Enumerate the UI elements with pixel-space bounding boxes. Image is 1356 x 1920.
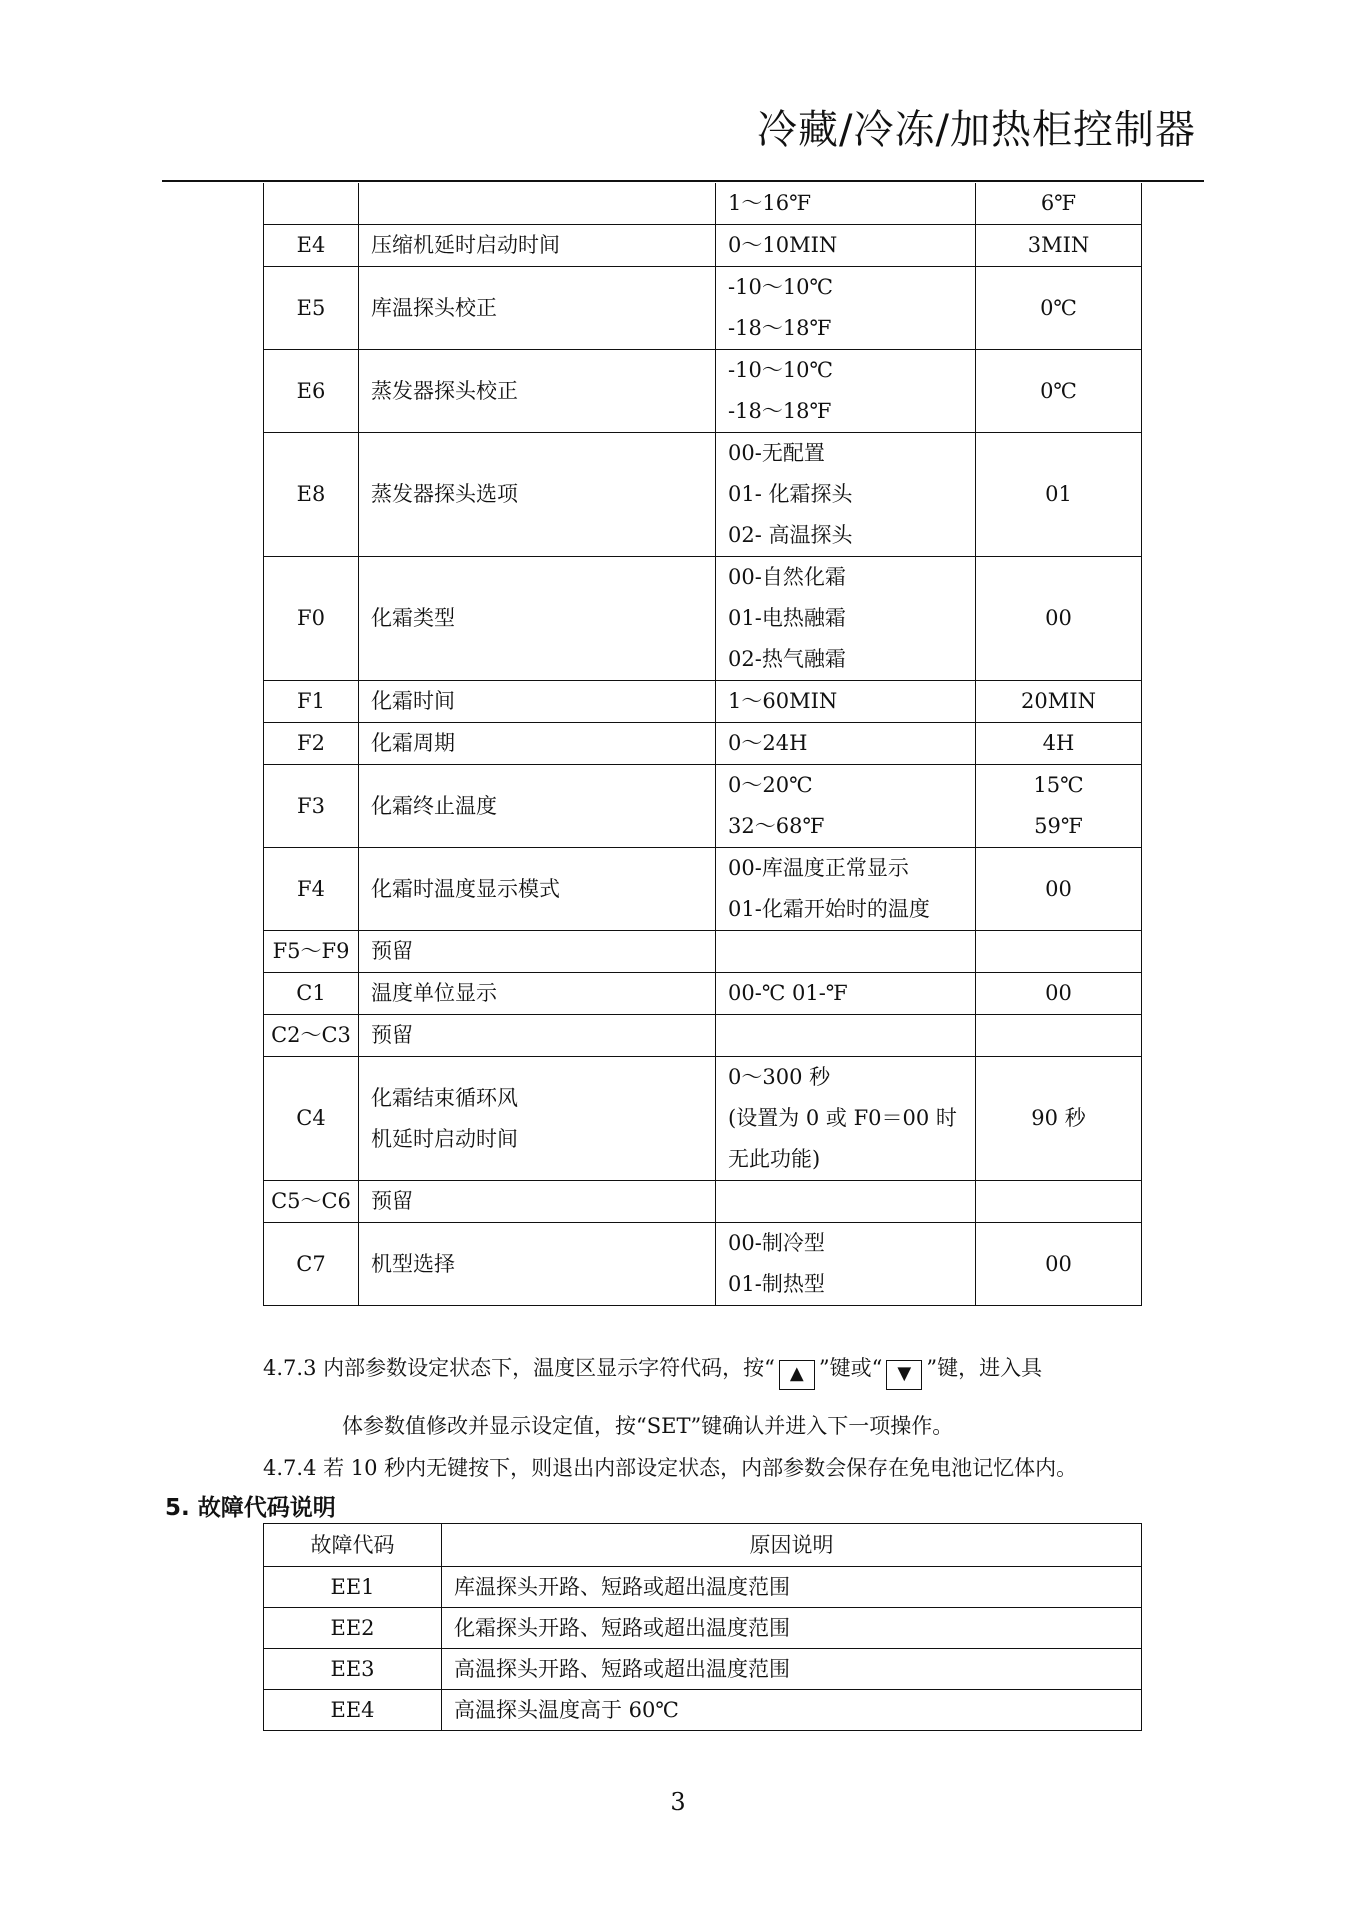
fault-reason-header: 原因说明 bbox=[442, 1524, 1142, 1567]
param-range bbox=[716, 433, 976, 557]
param-code: E6 bbox=[264, 350, 359, 433]
para-473-suffix: ”键，进入具 bbox=[926, 1356, 1043, 1380]
param-range-line: 00-库温度正常显示 bbox=[728, 856, 909, 880]
parameter-row bbox=[264, 1057, 1142, 1181]
param-range bbox=[716, 350, 976, 433]
parameter-row bbox=[264, 931, 1142, 973]
para-473-prefix: 4.7.3 内部参数设定状态下，温度区显示字符代码，按“ bbox=[263, 1356, 775, 1380]
param-code: C2～C3 bbox=[264, 1015, 359, 1057]
fault-reason: 化霜探头开路、短路或超出温度范围 bbox=[442, 1608, 1142, 1649]
param-name bbox=[359, 765, 716, 848]
param-name bbox=[359, 931, 716, 973]
param-name bbox=[359, 681, 716, 723]
fault-code: EE2 bbox=[264, 1608, 442, 1649]
param-default-line: 00 bbox=[1045, 606, 1072, 630]
param-code: C5～C6 bbox=[264, 1181, 359, 1223]
param-range bbox=[716, 765, 976, 848]
param-range-line: 01-电热融霜 bbox=[728, 606, 846, 630]
fault-code-header: 故障代码 bbox=[264, 1524, 442, 1567]
param-range bbox=[716, 267, 976, 350]
param-name-line: 化霜类型 bbox=[371, 606, 455, 630]
param-range-line: 32～68℉ bbox=[728, 814, 825, 838]
param-name-line: 化霜周期 bbox=[371, 731, 455, 755]
fault-row bbox=[264, 1608, 1142, 1649]
param-default-line: 6℉ bbox=[1040, 191, 1077, 215]
fault-row bbox=[264, 1567, 1142, 1608]
param-range-line: 00-自然化霜 bbox=[728, 565, 846, 589]
up-key-icon: ▲ bbox=[779, 1360, 815, 1390]
param-code: F2 bbox=[264, 723, 359, 765]
param-name-line bbox=[371, 183, 703, 224]
parameter-row bbox=[264, 1015, 1142, 1057]
param-code: F5～F9 bbox=[264, 931, 359, 973]
fault-reason: 库温探头开路、短路或超出温度范围 bbox=[442, 1567, 1142, 1608]
param-name bbox=[359, 723, 716, 765]
param-default-line: 0℃ bbox=[1040, 378, 1077, 403]
param-name-line: 蒸发器探头校正 bbox=[371, 378, 518, 403]
param-range bbox=[716, 931, 976, 973]
section-5-title: 5. 故障代码说明 bbox=[165, 1495, 336, 1521]
param-default-line bbox=[988, 931, 1129, 972]
param-default bbox=[976, 765, 1142, 848]
param-name bbox=[359, 433, 716, 557]
param-default bbox=[976, 723, 1142, 765]
param-default bbox=[976, 225, 1142, 267]
param-code: F4 bbox=[264, 848, 359, 931]
fault-code: EE3 bbox=[264, 1649, 442, 1690]
param-range-line bbox=[728, 1181, 963, 1222]
param-range-line: -18～18℉ bbox=[728, 316, 832, 340]
param-range-line bbox=[728, 931, 963, 972]
param-name bbox=[359, 350, 716, 433]
fault-reason: 高温探头温度高于 60℃ bbox=[442, 1690, 1142, 1731]
parameter-row bbox=[264, 350, 1142, 433]
fault-code: EE1 bbox=[264, 1567, 442, 1608]
param-name bbox=[359, 973, 716, 1015]
param-default-line: 0℃ bbox=[1040, 295, 1077, 320]
param-default-line: 01 bbox=[1045, 482, 1072, 506]
param-default bbox=[976, 1015, 1142, 1057]
param-default bbox=[976, 433, 1142, 557]
param-default-line bbox=[988, 1181, 1129, 1222]
parameter-row bbox=[264, 557, 1142, 681]
param-range-line: 1～16℉ bbox=[728, 191, 812, 215]
param-default bbox=[976, 931, 1142, 973]
param-code: E5 bbox=[264, 267, 359, 350]
param-name-line: 蒸发器探头选项 bbox=[371, 482, 518, 506]
param-range-line: 02- 高温探头 bbox=[728, 523, 853, 547]
param-name-line: 化霜终止温度 bbox=[371, 793, 497, 818]
param-range-line: 0～20℃ bbox=[728, 773, 813, 797]
fault-code-table bbox=[263, 1523, 1142, 1731]
param-default-line: 3MIN bbox=[1027, 233, 1090, 257]
param-default-line: 20MIN bbox=[1021, 689, 1096, 713]
param-range-line: 01- 化霜探头 bbox=[728, 482, 853, 506]
parameter-row bbox=[264, 1223, 1142, 1306]
parameter-row bbox=[264, 183, 1142, 225]
param-range-line: 0～300 秒 bbox=[728, 1065, 831, 1089]
param-range bbox=[716, 1015, 976, 1057]
down-key-icon: ▼ bbox=[886, 1360, 922, 1390]
document-title: 冷藏/冷冻/加热柜控制器 bbox=[757, 107, 1196, 153]
parameter-row bbox=[264, 225, 1142, 267]
param-range-line: 0～10MIN bbox=[728, 233, 838, 257]
param-name-line: 压缩机延时启动时间 bbox=[371, 233, 560, 257]
param-code: E8 bbox=[264, 433, 359, 557]
param-code: C7 bbox=[264, 1223, 359, 1306]
param-name bbox=[359, 1057, 716, 1181]
fault-row bbox=[264, 1690, 1142, 1731]
fault-code: EE4 bbox=[264, 1690, 442, 1731]
parameter-row bbox=[264, 1181, 1142, 1223]
parameter-table bbox=[263, 183, 1142, 1306]
param-code: F1 bbox=[264, 681, 359, 723]
param-range-line: 0～24H bbox=[728, 731, 808, 755]
paragraph-4-7-3-line2: 体参数值修改并显示设定值，按“SET”键确认并进入下一项操作。 bbox=[342, 1414, 954, 1438]
param-default-line: 59℉ bbox=[1034, 814, 1083, 838]
param-default bbox=[976, 1181, 1142, 1223]
fault-row bbox=[264, 1649, 1142, 1690]
param-range-line: -10～10℃ bbox=[728, 358, 834, 382]
param-default-line bbox=[988, 1015, 1129, 1056]
param-range bbox=[716, 848, 976, 931]
param-default bbox=[976, 183, 1142, 225]
param-code bbox=[264, 183, 359, 225]
param-name-line: 预留 bbox=[371, 1023, 413, 1047]
param-code: C4 bbox=[264, 1057, 359, 1181]
param-name-line: 预留 bbox=[371, 1189, 413, 1213]
param-default bbox=[976, 973, 1142, 1015]
header-divider bbox=[162, 180, 1204, 182]
param-range bbox=[716, 1181, 976, 1223]
paragraph-4-7-3 bbox=[263, 1352, 1042, 1390]
param-range bbox=[716, 973, 976, 1015]
param-default-line: 4H bbox=[1042, 731, 1075, 755]
param-code: F0 bbox=[264, 557, 359, 681]
param-code: F3 bbox=[264, 765, 359, 848]
param-range-line: 1～60MIN bbox=[728, 689, 838, 713]
param-name bbox=[359, 267, 716, 350]
para-473-mid: ”键或“ bbox=[818, 1356, 883, 1380]
param-range bbox=[716, 1057, 976, 1181]
param-range-line: 01-制热型 bbox=[728, 1272, 825, 1296]
param-name-line: 库温探头校正 bbox=[371, 295, 497, 320]
param-range-line: (设置为 0 或 F0＝00 时 bbox=[728, 1106, 957, 1130]
param-range-line bbox=[728, 1015, 963, 1056]
param-range bbox=[716, 681, 976, 723]
param-default-line: 00 bbox=[1045, 981, 1072, 1005]
paragraph-4-7-4: 4.7.4 若 10 秒内无键按下，则退出内部设定状态，内部参数会保存在免电池记忆体内。 bbox=[263, 1456, 1078, 1480]
param-name bbox=[359, 848, 716, 931]
param-range-line: 00-制冷型 bbox=[728, 1231, 825, 1255]
param-range-line: 00-无配置 bbox=[728, 441, 825, 465]
param-name bbox=[359, 1181, 716, 1223]
parameter-row bbox=[264, 723, 1142, 765]
param-range-line: 无此功能) bbox=[728, 1147, 821, 1171]
param-code: C1 bbox=[264, 973, 359, 1015]
param-range-line: 02-热气融霜 bbox=[728, 647, 846, 671]
param-range bbox=[716, 225, 976, 267]
param-name-line: 机延时启动时间 bbox=[371, 1126, 518, 1151]
param-name-line: 化霜结束循环风 bbox=[371, 1085, 518, 1110]
param-default bbox=[976, 1057, 1142, 1181]
param-default bbox=[976, 848, 1142, 931]
parameter-row bbox=[264, 267, 1142, 350]
param-name-line: 机型选择 bbox=[371, 1251, 455, 1276]
param-range bbox=[716, 557, 976, 681]
param-range bbox=[716, 183, 976, 225]
param-name-line: 预留 bbox=[371, 939, 413, 963]
param-name bbox=[359, 1223, 716, 1306]
param-range-line: -10～10℃ bbox=[728, 275, 834, 299]
param-name bbox=[359, 557, 716, 681]
fault-table-header bbox=[264, 1524, 1142, 1567]
page-number: 3 bbox=[670, 1788, 686, 1816]
param-range bbox=[716, 1223, 976, 1306]
param-range bbox=[716, 723, 976, 765]
param-range-line: 01-化霜开始时的温度 bbox=[728, 897, 930, 921]
param-default-line: 00 bbox=[1045, 1251, 1072, 1276]
parameter-row bbox=[264, 973, 1142, 1015]
parameter-row bbox=[264, 433, 1142, 557]
param-name-line: 化霜时间 bbox=[371, 689, 455, 713]
param-range-line: -18～18℉ bbox=[728, 399, 832, 423]
param-default bbox=[976, 1223, 1142, 1306]
param-name-line: 化霜时温度显示模式 bbox=[371, 876, 560, 901]
param-range-line: 00-℃ 01-℉ bbox=[728, 981, 848, 1005]
param-name bbox=[359, 1015, 716, 1057]
param-code: E4 bbox=[264, 225, 359, 267]
param-default bbox=[976, 557, 1142, 681]
param-name-line: 温度单位显示 bbox=[371, 981, 497, 1005]
param-default bbox=[976, 350, 1142, 433]
param-default-line: 90 秒 bbox=[1031, 1106, 1086, 1130]
param-name bbox=[359, 183, 716, 225]
param-name bbox=[359, 225, 716, 267]
param-default-line: 15℃ bbox=[1033, 773, 1084, 797]
fault-reason: 高温探头开路、短路或超出温度范围 bbox=[442, 1649, 1142, 1690]
parameter-row bbox=[264, 681, 1142, 723]
parameter-row bbox=[264, 848, 1142, 931]
param-default bbox=[976, 267, 1142, 350]
parameter-row bbox=[264, 765, 1142, 848]
param-default bbox=[976, 681, 1142, 723]
param-default-line: 00 bbox=[1045, 876, 1072, 901]
